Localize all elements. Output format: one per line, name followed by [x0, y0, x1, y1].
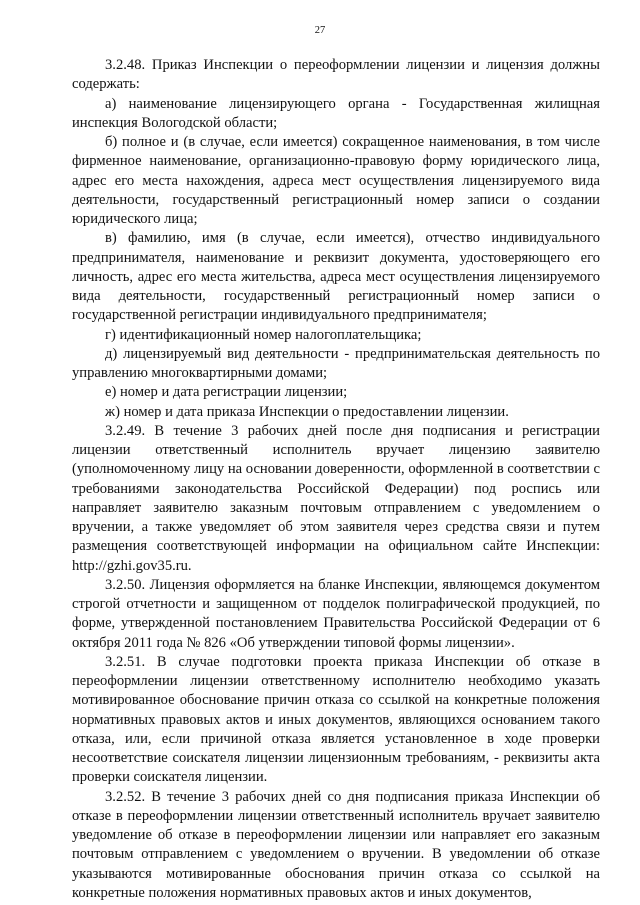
document-body — [72, 56, 600, 903]
list-item-g: г) идентификационный номер налогоплательщика; — [105, 326, 422, 343]
list-item-e: е) номер и дата регистрации лицензии; — [105, 384, 348, 401]
paragraph-3-2-49: 3.2.49. В течение 3 рабочих дней после дня подписания и регистрации лицензии ответственный исполнитель вручает лицензию заявителю (уполномоченному лицу на основании доверенности, оформленной в соответствии с требованиями законодательства Российской Федерации) под роспись или направляет заявителю заказным почтовым отправлением с уведомлением о вручении, а также уведомляет об этом заявителя через средства связи и путем размещения соответствующей информации на официальном сайте Инспекции: http://gzhi.gov35.ru. — [72, 422, 600, 574]
page-number: 27 — [314, 25, 326, 36]
list-item-zh: ж) номер и дата приказа Инспекции о предоставлении лицензии. — [105, 403, 509, 420]
paragraph-3-2-51: 3.2.51. В случае подготовки проекта приказа Инспекции об отказе в переоформлении лицензии ответственному исполнителю необходимо указать мотивированное обоснование причин отказа со ссылкой на конкретные положения нормативных правовых актов и иных документов, являющихся основанием такого отказа, или, если причиной отказа является установленное в ходе проверки несоответствие соискателя лицензии лицензионным требованиям, - реквизиты акта проверки соискателя лицензии. — [72, 653, 600, 786]
list-item-v: в) фамилию, имя (в случае, если имеется), отчество индивидуального предпринимателя, наименование и реквизит документа, удостоверяющего его личность, адрес его места жительства, адреса мест осуществления лицензируемого вида деятельности, государственный регистрационный номер записи о государственной регистрации индивидуального предпринимателя; — [72, 230, 600, 324]
list-item-d: д) лицензируемый вид деятельности - предпринимательская деятельность по управлению многоквартирными домами; — [72, 345, 600, 381]
paragraph-3-2-50: 3.2.50. Лицензия оформляется на бланке Инспекции, являющемся документом строгой отчетности и защищенном от подделок полиграфической продукцией, по форме, утвержденной постановлением Правительства Российской Федерации от 6 октября 2011 года № 826 «Об утверждении типовой формы лицензии». — [72, 576, 600, 651]
paragraph-3-2-52: 3.2.52. В течение 3 рабочих дней со дня подписания приказа Инспекции об отказе в переоформлении лицензии ответственный исполнитель вручает заявителю уведомление об отказе в переоформлении лицензии или направляет его заказным почтовым отправлением с уведомлением о вручении. В уведомлении об отказе указываются мотивированные обоснования причин отказа со ссылкой на конкретные положения нормативных правовых актов и иных документов, — [72, 788, 600, 901]
paragraph-3-2-48: 3.2.48. Приказ Инспекции о переоформлении лицензии и лицензия должны содержать: — [72, 57, 600, 93]
list-item-b: б) полное и (в случае, если имеется) сокращенное наименования, в том числе фирменное наименование, организационно-правовую форму юридического лица, адрес его места нахождения, адреса мест осуществления лицензируемого вида деятельности, государственный регистрационный номер записи о создании юридического лица; — [72, 134, 600, 227]
list-item-a: а) наименование лицензирующего органа - Государственная жилищная инспекция Вологодской области; — [72, 95, 600, 131]
